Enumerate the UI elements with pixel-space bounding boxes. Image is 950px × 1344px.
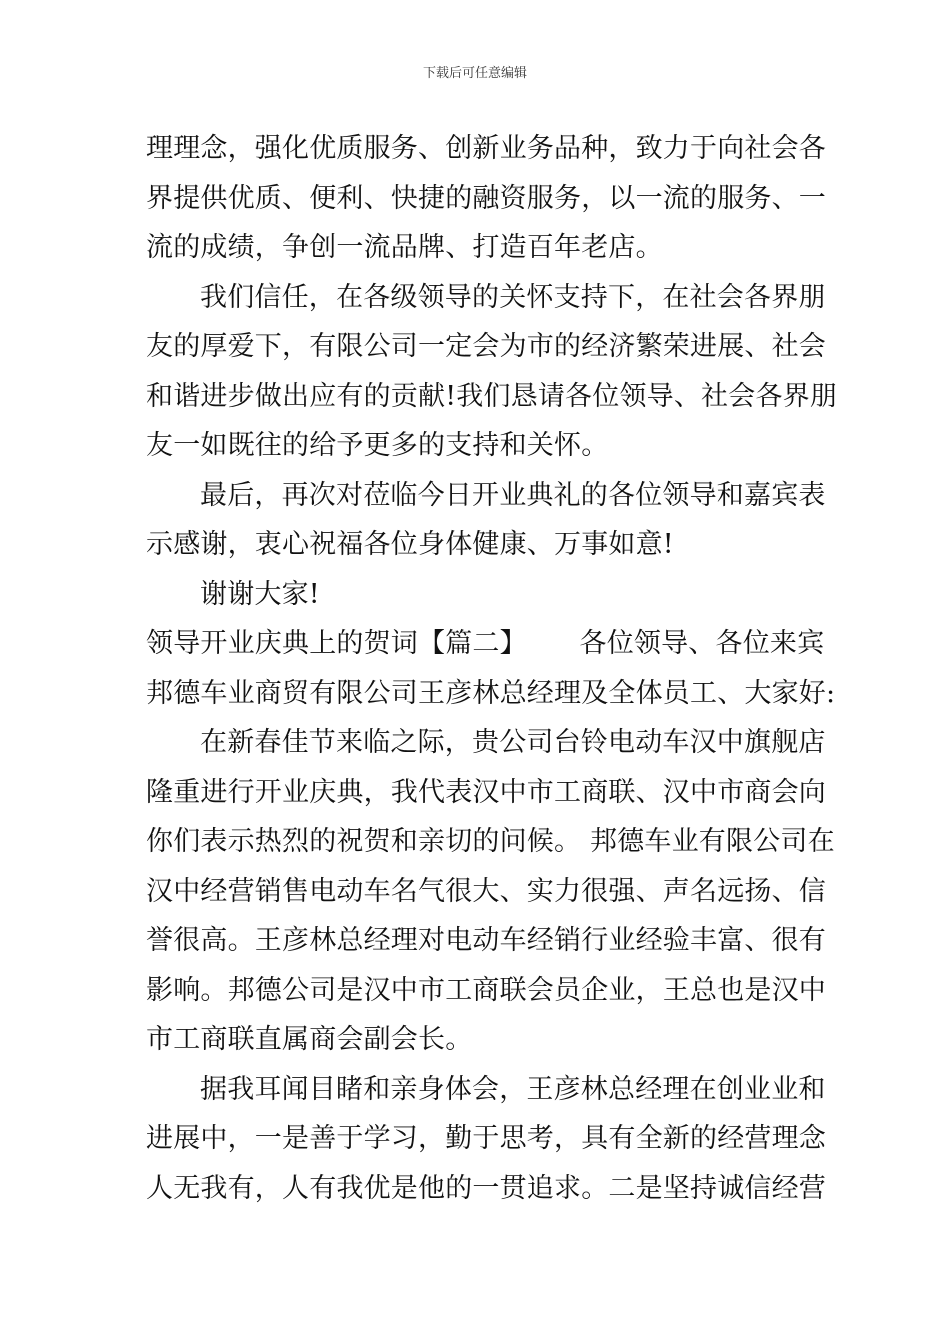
page-header: 下载后可任意编辑 [422,66,527,81]
text-line: 领导开业庆典上的贺词【篇二】 各位领导、各位来宾 [146,628,825,659]
text-line: 在新春佳节来临之际，贵公司台铃电动车汉中旗舰店 [200,727,826,758]
text-line: 隆重进行开业庆典，我代表汉中市工商联、汉中市商会向 [146,776,826,808]
text-line: 我们信任，在各级领导的关怀支持下，在社会各界朋 [200,281,826,313]
text-line: 最后，再次对莅临今日开业典礼的各位领导和嘉宾表 [200,479,826,511]
text-line: 谢谢大家! [200,578,320,610]
paragraph [146,124,826,273]
text-line: 影响。邦德公司是汉中市工商联会员企业，王总也是汉中 [146,974,826,1006]
text-line: 示感谢，衷心祝福各位身体健康、万事如意! [146,529,674,560]
text-line: 进展中，一是善于学习，勤于思考，具有全新的经营理念 [146,1123,826,1154]
text-line: 誉很高。王彦林总经理对电动车经销行业经验丰富、很有 [146,925,826,956]
paragraph [146,273,838,471]
text-line: 汉中经营销售电动车名气很大、实力很强、声名远扬、信 [146,875,826,907]
text-line: 理理念，强化优质服务、创新业务品种，致力于向社会各 [146,133,826,164]
document-body [146,124,838,1213]
text-line: 友的厚爱下，有限公司一定会为市的经济繁荣进展、社会 [146,331,826,362]
text-line: 你们表示热烈的祝贺和亲切的问候。 邦德车业有限公司在 [146,826,835,857]
paragraph [146,1065,826,1214]
paragraph [146,718,835,1065]
text-line: 和谐进步做出应有的贡献!我们恳请各位领导、社会各界朋 [146,380,838,412]
text-line: 市工商联直属商会副会长。 [146,1024,473,1055]
text-line: 人无我有，人有我优是他的一贯追求。二是坚持诚信经营 [146,1172,826,1204]
text-line: 界提供优质、便利、快捷的融资服务，以一流的服务、一 [146,182,826,214]
section-heading [146,619,836,718]
paragraph [146,471,826,570]
paragraph [146,570,818,620]
text-line: 流的成绩，争创一流品牌、打造百年老店。 [146,232,663,263]
text-line: 据我耳闻目睹和亲身体会，王彦林总经理在创业业和 [200,1073,826,1105]
text-line: 友一如既往的给予更多的支持和关怀。 [146,430,609,461]
text-line: 邦德车业商贸有限公司王彦林总经理及全体员工、大家好: [146,677,836,709]
